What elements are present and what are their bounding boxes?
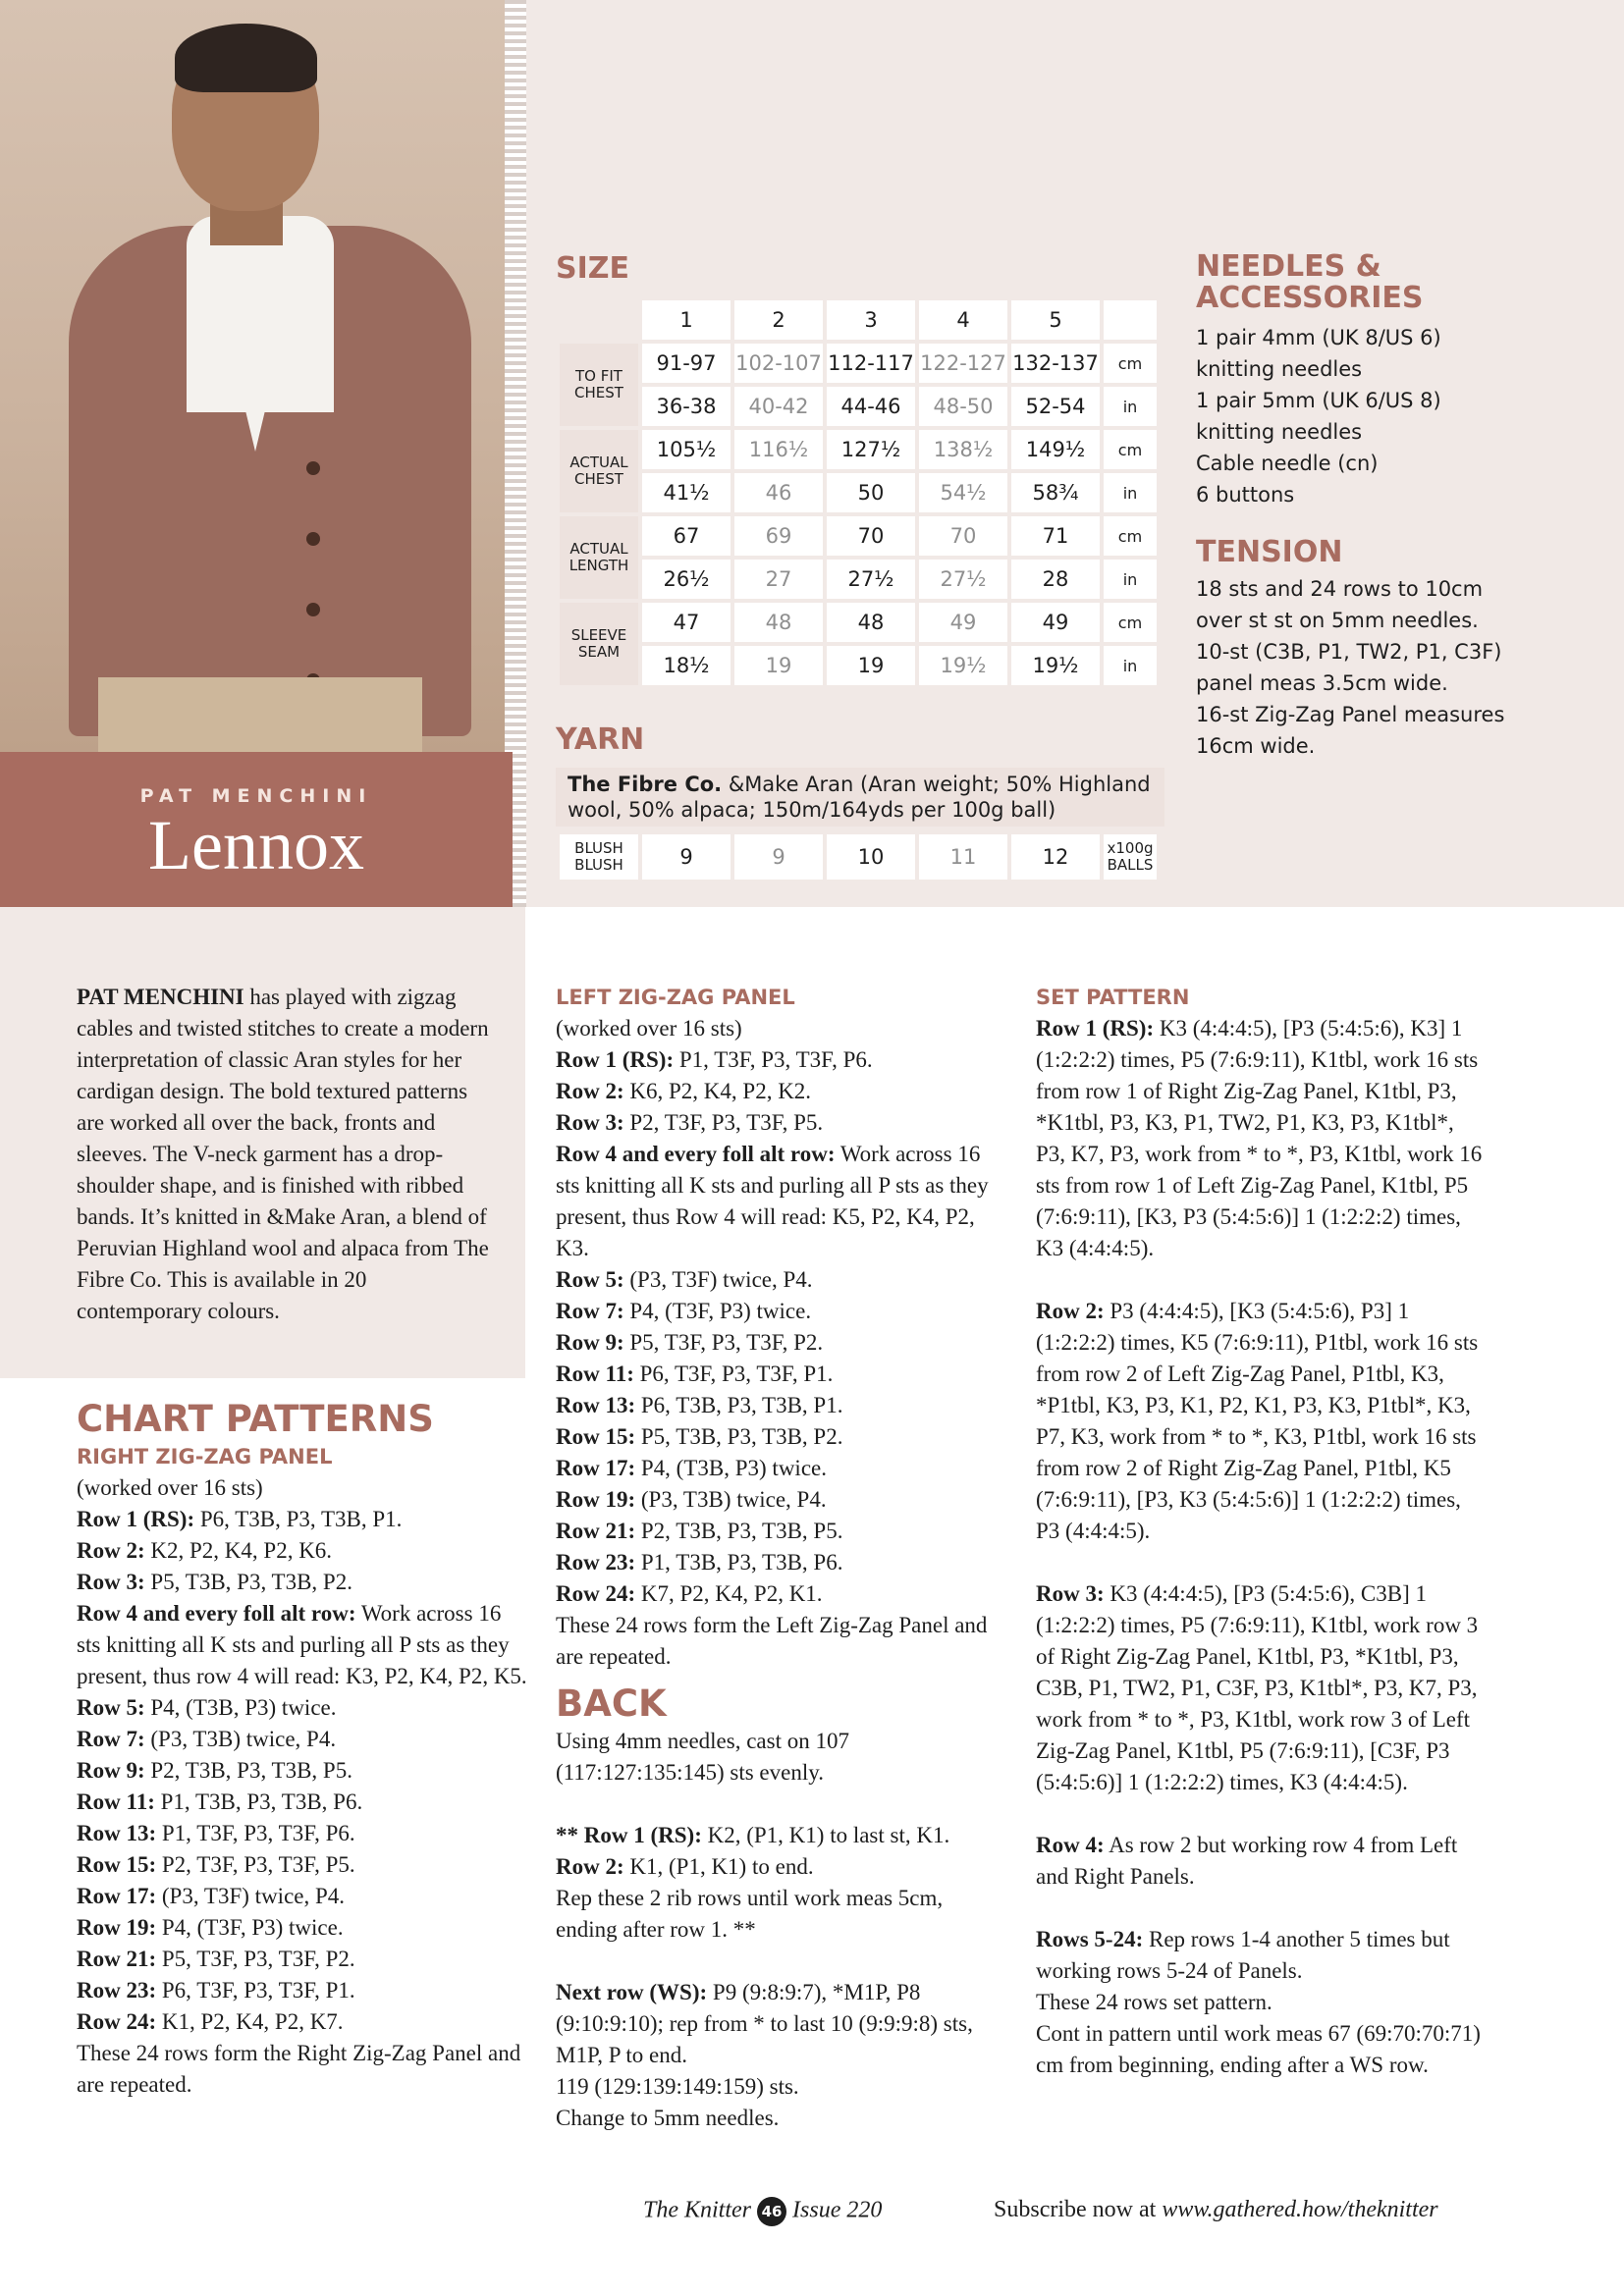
- subscribe-text: Subscribe now at: [994, 2197, 1163, 2222]
- set-row-4: Row 4: As row 2 but working row 4 from Left and Right Panels.: [1036, 1833, 1458, 1889]
- unit-cm: cm: [1104, 603, 1157, 642]
- size-row-label: TO FIT CHEST: [560, 344, 638, 426]
- needles-list: [1196, 322, 1520, 510]
- pattern-row: Row 24: K7, P2, K4, P2, K1.: [556, 1581, 823, 1606]
- pattern-row: Row 4 and every foll alt row: Work across 16 sts knitting all K sts and purling all P sts as they present, thus Row 4 will read: K5, P2, K4, P2, K3.: [556, 1142, 989, 1260]
- pattern-row: Row 23: P1, T3B, P3, T3B, P6.: [556, 1550, 843, 1575]
- back-row-1: ** Row 1 (RS): K2, (P1, K1) to last st, K1.: [556, 1823, 950, 1847]
- pattern-row: Row 4 and every foll alt row: Work across 16 sts knitting all K sts and purling all P sts as they present, thus row 4 will read: K3, P2, K4, P2, K5.: [77, 1601, 527, 1688]
- size-cell: 19½: [919, 646, 1007, 685]
- back-rib-note: Rep these 2 rib rows until work meas 5cm, ending after row 1. **: [556, 1886, 944, 1942]
- size-cell: 36-38: [642, 387, 731, 426]
- size-cell: 19½: [1011, 646, 1100, 685]
- pattern-row: Row 13: P1, T3F, P3, T3F, P6.: [77, 1821, 355, 1845]
- ball-count: 9: [642, 834, 731, 880]
- right-panel-outro: These 24 rows form the Right Zig-Zag Panel and are repeated.: [77, 2041, 521, 2097]
- unit-cm: cm: [1104, 516, 1157, 556]
- yarn-brand: The Fibre Co.: [568, 773, 723, 796]
- needle-item: 1 pair 5mm (UK 6/US 8): [1196, 389, 1441, 412]
- size-cell: 19: [734, 646, 823, 685]
- intro-lead: PAT MENCHINI: [77, 985, 244, 1009]
- size-row-label: ACTUAL LENGTH: [560, 516, 638, 599]
- size-cell: 48-50: [919, 387, 1007, 426]
- back-cast-on: Using 4mm needles, cast on 107 (117:127:135:145) sts evenly.: [556, 1729, 849, 1785]
- size-cell: 27½: [827, 560, 915, 599]
- size-cell: 67: [642, 516, 731, 556]
- pattern-row: Row 15: P5, T3B, P3, T3B, P2.: [556, 1424, 843, 1449]
- footer-subscribe: [994, 2197, 1438, 2223]
- set-row-1: Row 1 (RS): K3 (4:4:4:5), [P3 (5:4:5:6), K3] 1 (1:2:2:2) times, P5 (7:6:9:11), K1tbl, work 16 sts from row 1 of Right Zig-Zag Panel, K1tbl, P3, *K1tbl, P3, K3, P1, TW2, P1, K3, P3, K1tbl*, P3, K7, P3, work from * to *, P3, K1tbl, work 16 sts from row 1 of Left Zig-Zag Panel, K1tbl, P5 (7:6:9:11), [K3, P3 (5:4:5:6)] 1 (1:2:2:2) times, K3 (4:4:4:5).: [1036, 1016, 1483, 1260]
- size-cell: 116½: [734, 430, 823, 469]
- size-cell: 41½: [642, 473, 731, 512]
- tension-text: 18 sts and 24 rows to 10cm over st st on 5mm needles. 10-st (C3B, P1, TW2, P1, C3F) panel meas 3.5cm wide. 16-st Zig-Zag Panel measures 16cm wide.: [1196, 577, 1505, 758]
- pattern-row: Row 24: K1, P2, K4, P2, K7.: [77, 2009, 344, 2034]
- back-heading: BACK: [556, 1682, 667, 1725]
- right-panel-note: (worked over 16 sts): [77, 1475, 263, 1500]
- vneck-shape: [201, 226, 309, 452]
- size-cell: 69: [734, 516, 823, 556]
- model-photo: [0, 0, 513, 752]
- set-note: These 24 rows set pattern.: [1036, 1990, 1272, 2014]
- pattern-title: Lennox: [148, 806, 364, 884]
- left-panel-outro: These 24 rows form the Left Zig-Zag Panel and are repeated.: [556, 1613, 988, 1669]
- size-cell: 26½: [642, 560, 731, 599]
- size-cell: 27: [734, 560, 823, 599]
- chart-heading: CHART PATTERNS: [77, 1398, 434, 1440]
- size-cell: 70: [827, 516, 915, 556]
- pattern-row: Row 9: P5, T3F, P3, T3F, P2.: [556, 1330, 824, 1355]
- right-panel-title: RIGHT ZIG-ZAG PANEL: [77, 1445, 333, 1468]
- size-cell: 71: [1011, 516, 1100, 556]
- size-cell: 44-46: [827, 387, 915, 426]
- pattern-row: Row 1 (RS): P1, T3F, P3, T3F, P6.: [556, 1047, 873, 1072]
- page-number: 46: [757, 2197, 786, 2226]
- unit-cm: cm: [1104, 430, 1157, 469]
- size-cell: 40-42: [734, 387, 823, 426]
- pattern-row: Row 19: (P3, T3B) twice, P4.: [556, 1487, 827, 1512]
- back-row-2: Row 2: K1, (P1, K1) to end.: [556, 1854, 814, 1879]
- set-pattern-title: SET PATTERN: [1036, 986, 1190, 1009]
- unit-cm: cm: [1104, 344, 1157, 383]
- size-table: [556, 296, 1161, 689]
- set-continue: Cont in pattern until work meas 67 (69:70:70:71) cm from beginning, ending after a WS row.: [1036, 2021, 1481, 2077]
- pattern-row: Row 9: P2, T3B, P3, T3B, P5.: [77, 1758, 352, 1783]
- size-cell: 27½: [919, 560, 1007, 599]
- needle-item: 1 pair 4mm (UK 8/US 6): [1196, 326, 1441, 349]
- yarn-desc: &Make Aran (Aran weight; 50% Highland wool, 50% alpaca; 150m/164yds per 100g ball): [568, 773, 1151, 822]
- needle-item: knitting needles: [1196, 420, 1363, 444]
- set-rows-5-24: Rows 5-24: Rep rows 1-4 another 5 times but working rows 5-24 of Panels.: [1036, 1927, 1450, 1983]
- size-cell: 54½: [919, 473, 1007, 512]
- pattern-row: Row 17: (P3, T3F) twice, P4.: [77, 1884, 346, 1908]
- size-cell: 58¾: [1011, 473, 1100, 512]
- pattern-row: Row 11: P1, T3B, P3, T3B, P6.: [77, 1789, 363, 1814]
- ball-count: 11: [919, 834, 1007, 880]
- pattern-row: Row 11: P6, T3F, P3, T3F, P1.: [556, 1362, 834, 1386]
- designer-name: PAT MENCHINI: [139, 785, 373, 807]
- size-heading: SIZE: [556, 251, 630, 286]
- pattern-row: Row 19: P4, (T3F, P3) twice.: [77, 1915, 344, 1940]
- ball-count: 9: [734, 834, 823, 880]
- size-cell: 105½: [642, 430, 731, 469]
- pattern-row: Row 7: (P3, T3B) twice, P4.: [77, 1727, 337, 1751]
- pattern-row: Row 1 (RS): P6, T3B, P3, T3B, P1.: [77, 1507, 403, 1531]
- pattern-row: Row 17: P4, (T3B, P3) twice.: [556, 1456, 827, 1480]
- footer-issue: [643, 2197, 882, 2226]
- unit-in: in: [1104, 387, 1157, 426]
- size-cell: 48: [827, 603, 915, 642]
- right-panel-rows: [77, 1504, 528, 2038]
- size-cell: 28: [1011, 560, 1100, 599]
- size-cell: 112-117: [827, 344, 915, 383]
- hair-shape: [175, 24, 317, 92]
- size-cell: 18½: [642, 646, 731, 685]
- back-stitch-count: 119 (129:139:149:159) sts.: [556, 2074, 799, 2099]
- pattern-row: Row 21: P5, T3F, P3, T3F, P2.: [77, 1947, 355, 1971]
- size-cell: 47: [642, 603, 731, 642]
- magazine-name: The Knitter: [643, 2197, 752, 2223]
- yarn-table: [556, 830, 1161, 883]
- needle-item: knitting needles: [1196, 357, 1363, 381]
- needles-heading: NEEDLES & ACCESSORIES: [1196, 249, 1424, 315]
- back-change-needles: Change to 5mm needles.: [556, 2106, 780, 2130]
- size-cell: 52-54: [1011, 387, 1100, 426]
- left-panel-note: (worked over 16 sts): [556, 1016, 742, 1041]
- yarn-description: [556, 768, 1164, 827]
- intro-body: has played with zigzag cables and twisted stitches to create a modern interpretation of classic Aran styles for her cardigan design. The bold textured patterns are worked all over the back, fronts and sleeves. The V-neck garment has a drop-shoulder shape, and is finished with ribbed bands. It’s knitted in &Make Aran, a blend of Peruvian Highland wool and alpaca from The Fibre Co. This is available in 20 contemporary colours.: [77, 985, 489, 1323]
- pattern-row: Row 5: P4, (T3B, P3) twice.: [77, 1695, 337, 1720]
- column-2: [556, 982, 1007, 2134]
- size-cell: 127½: [827, 430, 915, 469]
- size-cell: 91-97: [642, 344, 731, 383]
- size-cell: 149½: [1011, 430, 1100, 469]
- size-cell: 122-127: [919, 344, 1007, 383]
- size-cell: 102-107: [734, 344, 823, 383]
- ball-unit: x100g BALLS: [1104, 834, 1157, 880]
- back-next-row: Next row (WS): P9 (9:8:9:7), *M1P, P8 (9:10:9:10); rep from * to last 10 (9:9:9:8) sts, M1P, P to end.: [556, 1980, 973, 2067]
- size-row-label: ACTUAL CHEST: [560, 430, 638, 512]
- subscribe-link[interactable]: www.gathered.how/theknitter: [1162, 2197, 1438, 2222]
- size-cell: 19: [827, 646, 915, 685]
- unit-in: in: [1104, 560, 1157, 599]
- size-cell: 49: [919, 603, 1007, 642]
- unit-in: in: [1104, 473, 1157, 512]
- trousers-shape: [98, 677, 422, 752]
- size-col: 5: [1011, 300, 1100, 340]
- size-row-label: SLEEVE SEAM: [560, 603, 638, 685]
- size-col: 4: [919, 300, 1007, 340]
- ball-count: 10: [827, 834, 915, 880]
- ball-count: 12: [1011, 834, 1100, 880]
- size-col: 2: [734, 300, 823, 340]
- pattern-row: Row 7: P4, (T3F, P3) twice.: [556, 1299, 812, 1323]
- size-cell: 49: [1011, 603, 1100, 642]
- set-row-3: Row 3: K3 (4:4:4:5), [P3 (5:4:5:6), C3B] 1 (1:2:2:2) times, P5 (7:6:9:11), K1tbl, work row 3 of Right Zig-Zag Panel, K1tbl, P3, *K1tbl, P3, C3B, P1, TW2, P1, C3F, P3, K1tbl*, P3, K7, P3, work from * to *, P3, K1tbl, work row 3 of Left Zig-Zag Panel, K1tbl, P5 (7:6:9:11), [C3F, P3 (5:4:5:6)] 1 (1:2:2:2) times, K3 (4:4:4:5).: [1036, 1581, 1479, 1794]
- pattern-row: Row 23: P6, T3F, P3, T3F, P1.: [77, 1978, 355, 2002]
- size-cell: 138½: [919, 430, 1007, 469]
- set-row-2: Row 2: P3 (4:4:4:5), [K3 (5:4:5:6), P3] 1 (1:2:2:2) times, K5 (7:6:9:11), P1tbl, work 16 sts from row 2 of Left Zig-Zag Panel, P1tbl, K3, *P1tbl, K3, P3, K1, P2, K1, P3, K3, P1tbl*, K3, P7, K3, work from * to *, K3, P1tbl, work 16 sts from row 2 of Right Zig-Zag Panel, P1tbl, K5 (7:6:9:11), [P3, K3 (5:4:5:6)] 1 (1:2:2:2) times, P3 (4:4:4:5).: [1036, 1299, 1479, 1543]
- size-cell: 48: [734, 603, 823, 642]
- unit-in: in: [1104, 646, 1157, 685]
- column-1: [77, 1398, 528, 2101]
- pattern-row: Row 3: P5, T3B, P3, T3B, P2.: [77, 1570, 352, 1594]
- size-cell: 132-137: [1011, 344, 1100, 383]
- pattern-row: Row 15: P2, T3F, P3, T3F, P5.: [77, 1852, 355, 1877]
- left-panel-title: LEFT ZIG-ZAG PANEL: [556, 986, 795, 1009]
- pattern-row: Row 3: P2, T3F, P3, T3F, P5.: [556, 1110, 824, 1135]
- size-cell: 70: [919, 516, 1007, 556]
- pattern-row: Row 13: P6, T3B, P3, T3B, P1.: [556, 1393, 843, 1417]
- left-panel-rows: [556, 1044, 1007, 1610]
- pattern-row: Row 2: K2, P2, K4, P2, K6.: [77, 1538, 333, 1563]
- size-cell: 50: [827, 473, 915, 512]
- column-3: [1036, 982, 1488, 2081]
- issue-number: Issue 220: [792, 2197, 883, 2223]
- pattern-row: Row 21: P2, T3B, P3, T3B, P5.: [556, 1519, 843, 1543]
- intro-text: [77, 982, 489, 1327]
- needle-item: Cable needle (cn): [1196, 452, 1379, 475]
- pattern-row: Row 5: (P3, T3F) twice, P4.: [556, 1267, 813, 1292]
- size-col: 1: [642, 300, 731, 340]
- yarn-heading: YARN: [556, 722, 645, 757]
- size-col: 3: [827, 300, 915, 340]
- size-cell: 46: [734, 473, 823, 512]
- pattern-row: Row 2: K6, P2, K4, P2, K2.: [556, 1079, 812, 1103]
- needle-item: 6 buttons: [1196, 483, 1295, 507]
- shade-label: BLUSH BLUSH: [560, 834, 638, 880]
- tension-heading: TENSION: [1196, 535, 1343, 569]
